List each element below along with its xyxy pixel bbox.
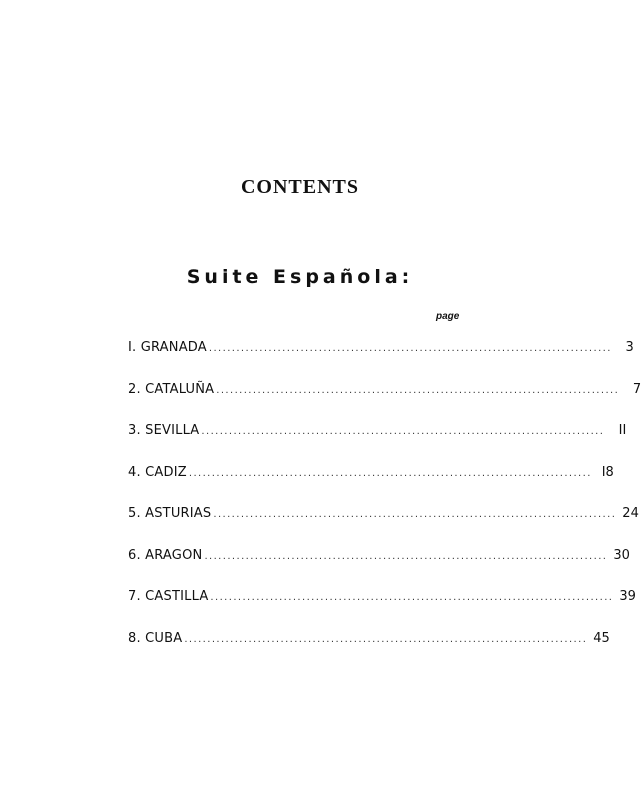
toc-entry-title: 4. CADIZ (128, 464, 187, 480)
dot-leader: ........................................................................................ (210, 592, 614, 603)
toc-entry-page: 30 (613, 547, 630, 563)
toc-entry-page: 24 (622, 506, 639, 521)
toc-entry-title: 6. ARAGON (128, 547, 203, 563)
toc-entry-cuba (128, 621, 610, 663)
toc-entry-title: 8. CUBA (128, 630, 183, 646)
toc-entry-page: II (618, 423, 627, 438)
toc-entry-title: 7. CASTILLA (128, 589, 209, 604)
toc-entry-page: 7 (632, 381, 641, 397)
page-column-label: page (436, 311, 460, 322)
dot-leader: ........................................................................................ (184, 633, 588, 645)
toc-entry-asturias (128, 496, 639, 538)
toc-entry-title: I. GRANADA (128, 340, 207, 355)
contents-heading: CONTENTS (240, 176, 360, 198)
toc-entry-title: 5. ASTURIAS (128, 506, 212, 521)
toc-entry-page: I8 (601, 464, 614, 480)
toc-entry-page: 45 (593, 630, 610, 646)
toc-entry-sevilla (128, 413, 627, 455)
toc-entry-title: 2. CATALUÑA (128, 381, 215, 397)
toc-entry-title: 3. SEVILLA (128, 423, 200, 438)
dot-leader: ........................................................................................ (213, 509, 617, 520)
toc-entry-granada (128, 330, 634, 372)
dot-leader: ........................................................................................ (201, 426, 605, 437)
dot-leader: ........................................................................................ (208, 343, 612, 354)
suite-title: Suite Española: (186, 266, 414, 288)
dot-leader: ........................................................................................ (188, 467, 592, 479)
table-of-contents (128, 330, 641, 662)
toc-entry-aragon (128, 538, 630, 580)
toc-entry-cadiz (128, 455, 614, 497)
dot-leader: ........................................................................................ (216, 384, 620, 396)
toc-entry-page: 39 (619, 589, 636, 604)
dot-leader: ........................................................................................ (204, 550, 608, 562)
toc-entry-cataluna (128, 372, 641, 414)
toc-entry-page: 3 (625, 340, 634, 355)
toc-entry-castilla (128, 579, 636, 621)
